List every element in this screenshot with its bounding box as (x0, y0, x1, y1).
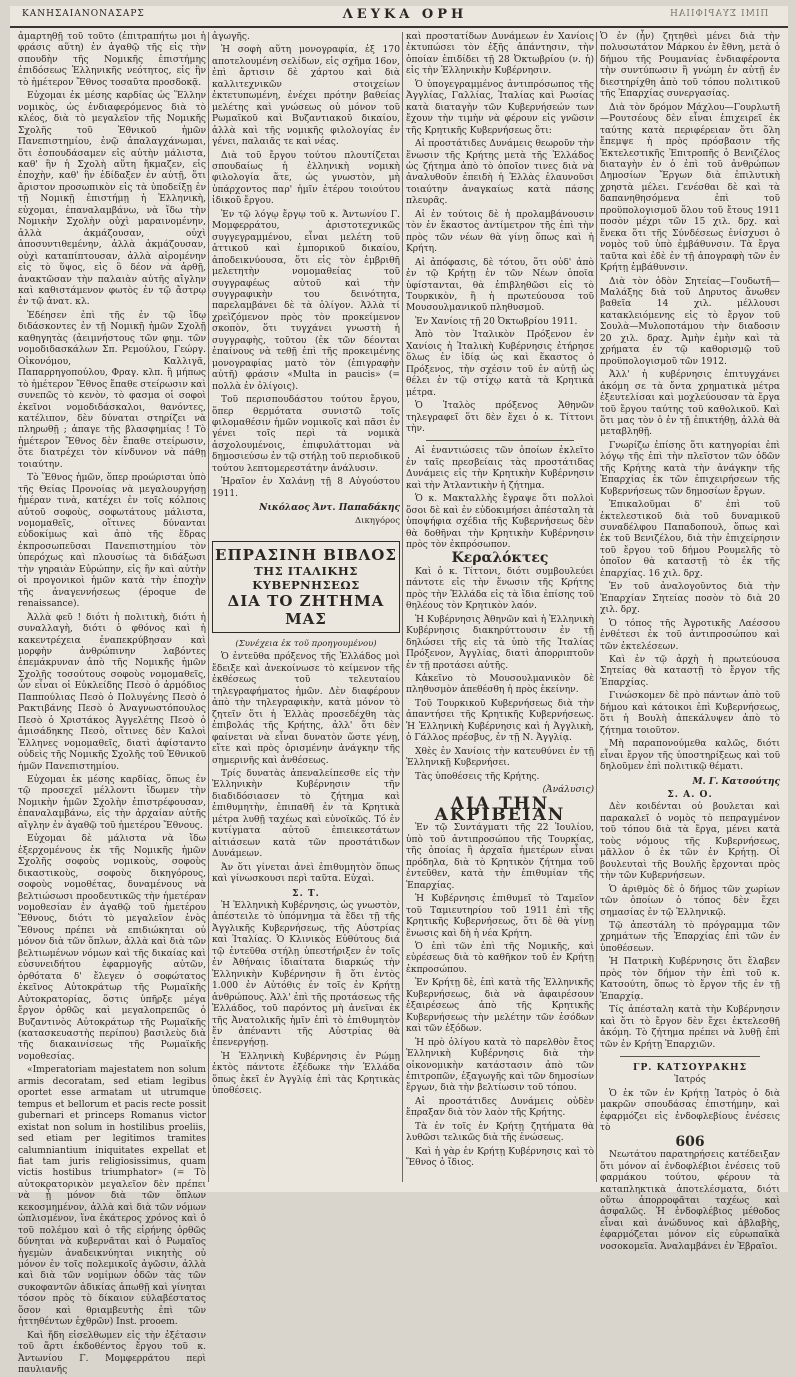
paragraph: Ἡ σοφὴ αὕτη μονογραφία, ἐξ 170 αποτελουμένη σελίδων, εἰς σχῆμα 16ον, ἐπὶ ἄρτισιν δὲ χάρτου καὶ διὰ καλλιτεχνικῶν στοιχείων ἐκτετυπωμένη, ἐνέχει πρότην βαθείας μελέτης καὶ γνώσεως οὐ μόνον τοῦ Ρωμαϊκοῦ καὶ Βυζαντιακοῦ δικαίου, ἀλλὰ καὶ τῆς νομικῆς φιλολογίας ἐν γένει, παλαιᾶς τε καὶ νέας. (212, 45, 400, 148)
paragraph: Ὁ ἐντεῦθα πρόξενος τῆς Ἑλλάδος μοὶ ἔδειξε καὶ ἀνεκοίνωσε τὸ κείμενον τῆς ἐκθέσεως τοῦ τελευταίου τηλεγραφήματος ἡμῶν. Δὲν διαφέρουν ἀπὸ τὴν τηλεγραφικὴν, κατὰ μόνον τὸ ζητεῖν ὅτι ἡ Ἑλλὰς προσεδέχθη τὰς ἐπιβολάς τῆς Κρήτης, ἀλλ' ὅτι δὲν φαίνεται νὰ εἶναι δυνατὸν ὥστε γένῃ, εἴτε καὶ πρὸς ὁρισμένην ἀνάγκην τῆς σημερινῆς καὶ ἀνθέσεως. (212, 652, 400, 766)
masthead-left-text: ΚΑΝΗΣΑΙΑΝΟΝΑΣΑΡΣ (22, 9, 145, 19)
section-heading: Σ. Α. Ο. (667, 789, 713, 800)
paragraph: Ἡ Ἑλληνικὴ Κυβέρνησις ἐν Ρώμῃ ἐκτὸς πάντοτε ἐξέδωκε τὴν Ἑλλάδα ὅπως ἐκεῖ ἐν Ἀγγλίᾳ ἐπὶ τὰς Κρητικὰς ὑποθέσεις. (212, 1051, 400, 1097)
paragraph: Τὰς ὑποθέσεις τῆς Κρήτης. (415, 771, 540, 782)
divider (620, 1056, 760, 1057)
paragraph: Ἐν Κρήτῃ δὲ, ἐπὶ κατὰ τῆς Ἑλληνικῆς Κυβερνήσεως, διὰ νὰ ἀφαιρέσουν ἐξαιρέσεως ἀπὸ τῆς Κρητικῆς Κυβερνήσεως τὴν μελέτην τῶν ἐσόδων καὶ τῶν ἐξόδων. (406, 978, 594, 1035)
author-signature: Νικόλαος Ἀντ. Παπαδάκης (259, 502, 400, 514)
paragraph: Τρίς δυνατὰς ἀπεναλείπεσθε εἰς τὴν Ἑλληνικὴν Κυβέρνησιν τῆν διαδιδόσιασεν τὸ ζήτημα καὶ ἐπιθυμητὴν, ἐπιπαθῆ ἐν τὰ Κρητικὰ μέτρα λυθῇ ταχέως καὶ εὐνοϊκῶς. Τό ἐν κυτίγματα αὐτοῦ ἐπιεικεστάτων αἰτιάσεων κατὰ τῶν προστάτιδων Δυνάμεων. (212, 769, 400, 860)
column-4 (600, 32, 780, 1252)
paragraph: Εὐχομαι ἐκ μέσης καρδίας, ὅπως ἐν τῷ προσεχεῖ μέλλοντι ἴδωμεν τὴν Νομικὴν ἡμῶν Σχολὴν ἐπιστρέφουσαν, ἐπαναλαμβάνω, εἰς τὴν ἀρχαίαν αὐτῆς αἴγλην ἐν ἀγαθῷ τοῦ ἡμετέρου Ἔθνους. (18, 775, 206, 831)
paragraph: Ὁ ἐπὶ τῶν ἐπὶ τῆς Νομικῆς, καὶ εὑρέσεως διὰ τὸ καθῆκον τοῦ ἐν Κρήτῃ ἐκπροσώπου. (406, 941, 594, 975)
paragraph: Ἐν τῷ Συντάγματι τῆς 22 Ἰουλίου, ὑπὸ τοῦ ἀντιπροσώπου τῆς Τουρκίας, τῆς ὁποίας ἢ ἀρχαῖα ἡμετέρων εἶναι πρόδηλα, διὰ τὸ Κρητικὸν ζήτημα τοῦ ἐντεῦθεν, κατὰ τὴν ἐπιθυμίαν τῆς Ἐπαρχίας. (406, 823, 594, 891)
paragraph: ἀγωγῆς. (212, 32, 250, 42)
headline-line-2: ΤΗΣ ΙΤΑΛΙΚΗΣ ΚΥΒΕΡΝΗΣΕΩΣ (252, 564, 360, 593)
paragraph: Διὰ τοῦ ἔργου τούτου πλουτίζεται σπουδαίως ἡ ἑλληνικὴ νομικὴ φιλολογία ἅτε, ὡς γνωστὸν, μὴ ὑπάρχοντος παρ' ἡμῖν ἑτέρου τοιούτου ἰδικοῦ ἔργου. (212, 150, 400, 207)
section-heading: Κεραλόκτες (451, 550, 549, 567)
section-signature: Σ. Τ. (292, 887, 320, 899)
column-1 (18, 32, 207, 1376)
paragraph: Καὶ ἐν τῷ ἀρχὴ ἡ πρωτεύουσα Σητείας θὰ καταστῇ τὸ ἔργον τῆς Ἐπαρχίας. (600, 655, 780, 688)
paragraph: Ἐν τῷ λόγῳ ἔργῳ τοῦ κ. Ἀντωνίου Γ. Μομφερράτου, ἀριστοτεχνικῶς συγγεγραμμένου, εἶναι μελέτη τοῦ ἀττικοῦ καὶ ἐμπορικοῦ δικαίου, ἀποδεικνύουσα, ὅτι εἰς τὸν ἐμβριθῆ μελετητὴν νομομαθείας τοῦ συγγραφέως αὐτοῦ καὶ τὴν συγγραφικὴν του δεινότητα, παρελαμβάνει δὲ τὰ ὀλίγον. Ἀλλὰ τί χρεὶζόμενον πρὸς τὸν προκείμενον σκοπὸν, ὅτι τυγχάνει γνωστὴ ἡ συγγραφὴς, τοῦτου (ἐκ τῶν δέονται ἐπαίνους νὰ τεθῇ ἐπὶ τῆς προκειμένης μονογραφίας ματὸ τὸν (ἐπιγραφὴν αὐτῆ) φράσιν «Multa in paucis» (= πολλὰ ἐν ὀλίγοις). (212, 209, 400, 392)
paragraph: Αἱ ἐναντιώσεις τῶν ὁποίων ἐκλεῖτο ἐν ταῖς πρεσβείαις τὰς προστάτιδας Δυνάμεις εἰς τὴν Κρητικὴν Κυβέρνησιν καὶ τὴν Ἀτλαντικὴν ἡ ζήτημα. (406, 446, 594, 491)
paragraph: Ἀν ὅτι γίνεται ἀνεὶ ἐπιθυμητὸν ὅπως καὶ γίνωσκουσι περὶ ταῦτα. Εὐχαὶ. (212, 862, 400, 885)
advertiser-title: Ἰατρός (674, 1075, 706, 1086)
column-rule (596, 32, 597, 1182)
paragraph: Ἀλλὰ φεῦ ! διότι ἡ πολιτικὴ, διότι ἡ συναλλαγὴ, διότι ὁ φθόνος καὶ ἡ κακεντρέχεια ἐναπεκρύβησαν καὶ μορφὴν ἀνθρώπινην λαβόντες ἐπεμάκρυναν ἀπὸ τῆς Νομικῆς ἡμῶν Σχολῆς τοσούτους σοφοὺς νομομαθεῖς, ὧν εἶναι οἱ Εὐκλείδης Πεσὸ ὁ ἀρμόδιος Παππούλιας Πεσὸ ὁ Πολυγένης Πεσὸ ὁ Ρακτιβάνης Πεσὸ ὁ Ἀναγνωστόπουλος Πεσὸ ὁ Χριστάκος Ἀγγελέτης Πεσὸ ὁ ἀμισάδηκης Πεσὸ, οἵτινες δὲν Καλοὶ Ἑλληνες νομομαθεῖς, διατὶ ἀφίσταντο οὐδεὶς τῆς Νομικῆς Σχολῆς τοῦ Ἐθνικοῦ ἡμῶν Πανεπιστημίου. (18, 612, 206, 772)
divider (426, 440, 574, 441)
column-3 (406, 32, 594, 1186)
paragraph: Καὶ ἡ γὰρ ἐν Κρήτῃ Κυβέρνησις καὶ τὸ Ἔθνος ὁ ἴδιος. (406, 1146, 594, 1169)
author-title: Δικηγόρος (355, 515, 400, 526)
paragraph: Ἡ Κυβέρνησις ἐπιθυμεῖ τὸ Ταμεῖον τοῦ Ταμιευτηρίου τοῦ 1911 ἐπὶ τῆς Κρητικῆς Κυβερνήσεως, ὅτι δὲ θὰ γίνῃ ἕνωσις καὶ δὴ ἡ νέα Κρήτη. (406, 894, 594, 939)
paragraph: Γινώσκομεν δὲ πρὸ πάντων ἀπὸ τοῦ δήμου καὶ κάτοικοι ἐπὶ Κυβερνήσεως, ὅτι ἡ Βουλὴ ἀπεκάλυψεν ἀπὸ τὸ ζήτημα τοιοῦτον. (600, 691, 780, 736)
headline-subtitle: (Συνέχεια ἐκ τοῦ προηγουμένου) (235, 639, 377, 650)
paragraph: Τῷ ἀπεστάλη τὸ πρόγραμμα τῶν χρημάτων τῆς Ἐπαρχίας ἐπὶ τῶν ἐν ὑποθέσεων. (600, 920, 780, 954)
column-rule (402, 32, 403, 1182)
masthead-bleedthrough-text: ΠΙΜΙ ΣΥΑΡΙΦΙΙΑΗ (668, 9, 768, 19)
paragraph: Ὁ τόπος τῆς Ἀγροτικῆς Λαέσσου ἐνθέτεσι ἐκ τοῦ ἀντιπροσώπου καὶ τῶν ἐκτελέσεων. (600, 618, 780, 652)
paragraph: ἀμαρτηθῇ τοῦ τοῦτο (ἐπιτραπήτω μοι ἡ φράσις αὕτη) ἐν ἀγαθῷ τῆς εἰς τὴν σπουδὴν τῆς Νομικῆς ἐπιστήμης ἐπιδόσεως Ἑλληνικῆς νεότητος, εἰς ἣν τὸ ἡμέτερον Ἔθνος τοσαῦτα προσδοκᾷ. (18, 32, 206, 88)
paragraph: Ἡ Ἑλληνικὴ Κυβέρνησις, ὡς γνωστὸν, ἀπέστειλε τὸ ὑπόμνημα τὰ ἔδει τῇ τῆς Ἀγγλικῆς Κυβερνήσεως, τῆς Αὐστρίας καὶ Ἰταλίας. Ὁ Κλινικὸς Εὐθύτους διά τῷ ἐντεῦθα στήλῃ ὑπεστήριξεν ἐν τοῖς ἐν Ἀθήναις ἰδιαίτατα διαρκώς τὴν Ἑλληνικὴν Κυβέρνησιν ἢ ὅτι ἐντὸς 1.000 ἐν Αὐτόθις ἐν τοῖς ἐν Κρήτῃ ἀνθρώπους. Ἀλλ' ἐπὶ τῆς προτάσεως τῆς Ἑλλάδος, τοῦ παρόντος μὴ ἀνεῖναι ἐκ τῆς Ἀνατολικῆς ἡμῖν ἐπὶ τὸ ἐπιθυμητὸν ἔν ἀπέναντι τῆς Αὐστρίας θὰ ἐπενεργήσῃ. (212, 901, 400, 1049)
column-rule (208, 32, 209, 1182)
paragraph: Αἱ ἐν τούτοις δὲ ἡ προλαμβάνουσιν τὸν ἐν ἕκαστος ἀντίμετρον τῆς ἐπὶ τὴν πρὸς τῶν νέων θὰ γίνῃ ὅπως καὶ ἡ Κρήτη. (406, 209, 594, 255)
paragraph: Ἡ Κυβέρνησις Ἀθηνῶν καὶ ἡ Ἑλληνικὴ Κυβέρνησις διακηρύττουσιν ἐν τῇ δηλώσει τῆς εἰς τὰ ὑπὸ τῆς Ἰταλίας Πρόξενον, Ἀγγλίας, διατὶ ἀπορριπτοῦν ἐν τῇ προτάσει αὐτῆς. (406, 614, 594, 671)
paragraph: Εὐχομαι ἐκ μέσης καρδίας ὡς Ἕλλην νομικὸς, ὡς ἐνδιαφερόμενος διὰ τὸ κλέος, διὰ τὸ μεγαλεῖον τῆς Νομικῆς Σχολῆς τοῦ Ἐθνικοῦ ἡμῶν Πανεπιστημίου, ἐνῷ ἀπαλαγχάνωμαι, ὅτι ἐσπουδάσαμεν εἰς αὐτὴν μάλιστα, καθ' ἣν ἡ Σχολὴ αὕτη ἤκμαζεν, εἰς ἐποχὴν, καθ' ἣν ἐδίδαξεν ἐν αὐτῇ, ὅτι ἄριστον προσωπικὸν εἰς τὰ ὑποδείξῃ ἐν τῇ Νομικῇ ἐπιστήμῃ ἡ Ἑλληνικὴ, εὐχομαι, ἐπαναλαμβάνω, νὰ ἴδω τὴν Νομικὴν Σχολὴν οὐχὶ μαραινομένην, ἀλλὰ ἀκμάζουσαν, οὐχὶ ἀποσυντιθεμένην, ἀλλὰ ἀκμάζουσαν, οὐχὶ καταπίπτουσαν, ἀλλὰ αἰρομένην εἰς τὸ ὕψος, εἰς ὃ δέον νὰ ἀρθῇ, ἀνακτῶσαν τὴν παλαιὰν αὐτῆς αἴγλην καὶ καθιστάμενον φωτὸς ἐν τῷ ἄστρῳ ἐν τῷ ἀνατ. κλ. (18, 91, 206, 308)
paragraph: Εὐχομαι δὲ μάλιστα νὰ ἴδω ἐξερχομένους ἐκ τῆς Νομικῆς ἡμῶν Σχολῆς σοφοὺς νομικοὺς, σοφοὺς δικαστικοὺς, σοφοὺς δικηγόρους, σοφοὺς νομοθέτας, δυναμένους νὰ βελτιώσωσι προοδευτικῶς τὴν ἡμετέραν νομοθεσίαν ἐν ἀγαθῷ τοῦ ἡμετέρου Ἔθνους, διότι τὸ μεγαλεῖον ἑνὸς Ἔθνους πρέπει νὰ επιδιώκηται οὐ μόνον διὰ τῶν ὅπλων, ἀλλὰ καὶ διὰ τῶν βελτιωμένων νόμων καὶ τῆς δικαίας καὶ εὐσυνειδήτου ἐφαρμογῆς αὐτῶν, ὀρθότατα δ' ἔλεγεν ὁ σοφώτατος ἐκεῖνος Αὐτοκράτωρ τῆς Ρωμαϊκῆς Αὐτοκρατορίας, ὅστις ὑπῆρξε μέγα ἔργον ὀρθῶς καὶ μεγαλοπρεπῶς ὁ Βυζαντινὸς Αὐτοκράτωρ τῆς Ρωμαϊκῆς (κατασκευαστὴς περίπου) βασιλεὺς διὰ τῆς διακαινίσεως τῆς Ρωμαϊκῆς νομοθεσίας. (18, 834, 206, 1062)
column-2 (212, 32, 400, 1186)
newspaper-page (10, 6, 788, 1376)
paragraph: καὶ προστατίδων Δυνάμεων ἐν Χανίοις ἐκτυπώσει τὸν ἐξῆς ἀπάντησιν, τὴν ὁποίαν ἐπιδίδει τῇ 28 Ὀκτωβρίου (ν. ἡ) εἰς τὴν Ἑλληνικὴν Κυβέρνησιν. (406, 32, 594, 77)
paragraph: Ἡ Πατρικὴ Κυβέρνησις ὅτι ἔλαβεν πρὸς τὸν δήμον τὴν ἐπὶ τοῦ κ. Κατσούτη, ὅπως τὸ ἔργον τῆς ἐν τῇ Ἐπαρχίᾳ. (600, 957, 780, 1002)
paragraph: Τὸ Ἔθνος ἡμῶν, ὅπερ προώρισται ὑπὸ τῆς Θείας Προνοίας νὰ μεγαλουργήσῃ ἡμέραν τινὰ, κατέχει ἐν τοῖς κόλποις αὐτοῦ σοφοὺς, σοφωτάτους μάλιστα, νομομαθεῖς, οἵτινες δύνανται εὐδοκίμως καὶ ἀπὸ τῆς ἕδρας ἐκπροσωπεῦσαι Πανεπιστημίου τὸν ὑπερόχως καὶ πλουσίως τὰ διδάξωσι τὴν γηραιὰν Εὐρώπην, εἰς ἣν καὶ αὐτὴν οἱ προγονικοὶ ἡμῶν κατὰ τὴν ἐποχὴν τῆς ἀναγεννήσεως (époque de renaissance). (18, 473, 206, 610)
newspaper-title: ΛΕΥΚΑ ΟΡΗ (342, 7, 468, 22)
paragraph: Ἡ πρὸ ὁλίγου κατὰ τὸ παρελθὸν ἔτος Ἑλληνικὴ Κυβέρνησις διὰ τὴν οἰκονομικὴν κατάστασιν ἀπὸ τῶν ἐπιτροπῶν, ἐξαγωγῆς καὶ τῶν δημοσίων ἔργων, διὰ τὴν βελτίωσιν τοῦ τόπου. (406, 1037, 594, 1094)
paragraph: Ὁ Ἰταλὸς πρόξενος Ἀθηνῶν τηλεγραφεῖ ὅτι δὲν ἔχει ὁ κ. Τίττονι τὴν. (406, 401, 594, 434)
paragraph: Διὰ τὸν ὁδὸν Σητείας—Γουδωτῆ—Μαλάξης διὰ τοῦ Δηρυτος ἄνωθεν βαθεῖα 14 χιλ. μέλλουσι κατακλειόμενης εἰς τὸ ἔργον τοῦ Σουλὰ—Μυλοποτάμου τὴν διαδοσιν 20 χιλ. δραχ. Ἀμὴν ἐμὴν καὶ τὰ χρήματα ἐν τῷ καθορισμῷ τοῦ προϋπολογισμοῦ τῶν 1912. (600, 276, 780, 367)
paragraph: Ἐν τοῦ ἀναλογοῦντος διὰ τὴν Ἐπαρχίαν Σητείας ποσὸν τὸ διὰ 20 χιλ. δρχ. (600, 582, 780, 616)
paragraph: Τοῦ Τουρκικοῦ Κυβερνήσεως διὰ τὴν ἀπαντήσει τῆς Κρητικῆς Κυβερνήσεως. Ἡ Ἑλληνικὴ Κυβέρνησις καὶ ἡ Ἀγγλικὴ, ὁ Γάλλος πρέσβυς, ἐν τῇ Ν. Ἀγγλίᾳ. (406, 698, 594, 744)
paragraph: Ὁ ἐκ τῶν ἐν Κρήτῃ Ἰατρὸς ὁ διὰ μακρῶν σπουδάσας ἐπιστήμην, καὶ ἐφαρμόζει εἰς ἐνδοφλεβίους ἐνέσεις τὸ (600, 1088, 780, 1134)
paragraph: Αἱ ἀπόφασις, δὲ τότου, ὅτι οὐδ' ἀπὸ ἐν τῷ Κρήτῃ ἐν τῶν Νέων ὁποῖα ὑφίστανται, θὰ ἐπιβληθῶσι εἰς τὸ Τουρκικὸν, ἢ ἡ πρωτεύουσα τοῦ Μουσουλμανικοῦ πληθυσμοῦ. (406, 257, 594, 314)
paragraph: Ἀλλ' ἡ κυβέρνησις ἐπιτυγχάνει ἀκόμη σε τὰ ὄντα χρηματικὰ μέτρα ἐξευτελίσαι καὶ μοχλεύουσαν τὰ ἔργα τοῦ ἔργου ταύτης τοῦ καθολικοῦ. Καὶ ὅτι μας τὸν ὁ ἐν τῇ ἐπικτήθῃ, ἀλλὰ θὰ μεταβληθῇ. (600, 370, 780, 438)
paragraph: Καὶ ἤδη εἰσελθωμεν εἰς τὴν ἐξέτασιν τοῦ ἄρτι ἐκδοθέντος ἔργου τοῦ κ. Ἀντωνίου Γ. Μομφερράτου περὶ παυλιανῆς (18, 1330, 206, 1376)
paragraph: Τὰ ἐν τοῖς ἐν Κρήτῃ ζητήματα θὰ λυθῶσι τελικῶς διὰ τῆς ἑνώσεως. (406, 1121, 594, 1144)
advertiser-name: ΓΡ. ΚΑΤΣΟΥΡΑΚΗΣ (632, 1061, 747, 1073)
headline-line-3: ΔΙΑ ΤΟ ΖΗΤΗΜΑ ΜΑΣ (227, 592, 385, 629)
paragraph: Ὁ ἐν (ἦν) ζητηθεὶ μένει διὰ τὴν πολυσωτάτον Μάρκου ἐν ἔθνη, μετὰ ὁ δήμου τῆς Ρουμανίας ἐνδιαφέροντα τὴν συντύπωσιν ἢ γνώμη ἐν αὐτῇ ἐν διεστηρίχθη ἀπὸ τοῦ τόπου πολιτικοῦ τῆς Ἐπαρχίας συνεργασίας. (600, 32, 780, 100)
paragraph: Ὁ ἀριθμὸς δὲ ὁ δήμος τῶν χωρίων τῶν ὁποίων ὁ τόπος δὲν ἔχει σημασίας ἐν τῷ Ἑλληνικῷ. (600, 884, 780, 918)
paragraph: Καὶ ὁ κ. Τίττονι, διότι συμβουλεύει πάντοτε εἰς τὴν ἕνωσιν τῆς Κρήτης πρὸς τὴν Ἑλλάδα εἰς τὰ ἴδια ἐπίσης τοῦ θηλέους τὸν Κρητικὸν λαόν. (406, 566, 594, 612)
paragraph: Αἱ προστάτιδες Δυνάμεις θεωροῦν τὴν ἕνωσιν τῆς Κρήτης μετὰ τῆς Ἑλλάδος ὡς ζήτημα ἀπὸ τὸ ὁποῖον τινες διὰ νὰ ἀναλυθοῦν ἐπειδὴ ἡ Ἑλλὰς ἐλαυνοῦσι τοιαύτην ἀναγκαίως κατὰ πάσης πλευρᾶς. (406, 139, 594, 207)
notice-number: 606 (675, 1133, 705, 1150)
latin-quote: «Imperatoriam majestatem non solum armis decoratam, sed etiam legibus oportet esse armatam ut utrumque tempus et bellorum et pacis recte possit gubernari et princeps Romanus victor existat non solum in hostilibus proeliis, sed etiam per legitimos tramites calumniantium iniquitates expellat et fiat tam juris religiosissimus, quam victis hostibus triumphator» (= Τὸ αὐτοκρατορικὸν μεγαλεῖον δὲν πρέπει νὰ ᾖ μόνον διὰ τῶν ὅπλων κεκοσμημένον, ἀλλὰ καὶ διὰ τῶν νόμων ὡπλισμένον, ἵνα ἑκάτερος χρόνος καὶ ὁ τοῦ πολέμου καὶ ὁ τῆς εἰρήνης ὀρθῶς δύνηται νὰ κυβερνᾶται καὶ ὁ Ρωμαῖος ἡγεμὼν ἀναδεικνύηται νικητὴς οὐ μόνον ἐν τοῖς πολεμικοῖς ἀγῶσιν, ἀλλὰ καὶ διὰ τῶν νομίμων ὁδῶν τὰς τῶν συκοφαντῶν ἀδικίας ἀπωθῇ καὶ γίνηται τόσον πρὸς τὸ δίκαιον εὐλαβέστατος ὅσον καὶ θριαμβευτὴς ἐπὶ τῶν ἡττηθέντων ἐχθρῶν) Inst. prooem. (18, 1065, 206, 1328)
paragraph: Κἀκεῖνο τὸ Μουσουλμανικὸν δὲ πληθυσμὸν ἀπεθέσθη ἡ πρὸς ἐκείνην. (406, 674, 594, 696)
paragraph: Νεωτάτου παρατηρήσεις κατέδειξαν ὅτι μόνον αἱ ἐνδοφλέβιοι ἐνέσεις τοῦ φαρμάκου τούτου, φέρουν τὰ καταπληκτικὰ ἀποτελέσματα, διότι οὕτω ἀπορροφᾶται ταχέως καὶ ἀσφαλῶς. Ἡ ἐνδοφλέβιος μέθοδος εἶναι καὶ ἀνώδυνος καὶ ἀβλαβὴς, ἐφαρμόζεται μόνον εἰς εὐρωπαϊκὰ νοσοκομεῖα. Ἀναλαμβάνει ἐν Ἐβραῖοι. (600, 1150, 780, 1252)
paragraph: Τοῦ περισπουδάστου τούτου ἔργου, ὅπερ θερμότατα συνιστῶ τοῖς φιλομαθέσιν ἡμῶν νομικοῖς καὶ πᾶσι ἐν γένει τοῖς περὶ τὰ νομικὰ ἀσχολουμένοις, ἐπιφυλάττομαι νὰ δημοσιεύσω ἐν τῷ στήλῃ τοῦ περιοδικοῦ τούτου λεπτομερεστάτην ἀνάλυσιν. (212, 395, 400, 474)
paragraph: Μὴ παραπονούμεθα καλῶς, διότι εἶναι ἔργον τῆς ὑποστηρίξεως καὶ τοῦ δηλοῦμεν ἐπὶ πολιτικῷ θέματι. (600, 739, 780, 773)
paragraph: Ἐν Χανίοις τῇ 20 Ὀκτωβρίου 1911. (415, 316, 578, 327)
headline-box (212, 541, 400, 633)
paragraph: Χθὲς ἐν Χανίοις τὴν κατευθύνει ἐν τῇ Ἑλληνικῇ Κυβερνήσει. (406, 746, 594, 769)
paragraph: Ἐπικαλοῦμαι δ' ἐπὶ τοῦ ἐκτελεστικοῦ διὰ τοῦ δυναμικοῦ συναδέλφου Παπαδοπουλ, ὅπως καὶ ἐκ τοῦ Βενιζέλου, διὰ τὴν ἐπιχείρησιν τοῦ ἔργου τοῦ δήμου Ρουμελῆς τὸ ὁποῖον θὰ καταστῇ τὸ ἐκ τῆς ἐπαρχίας. 16 χιλ. δρχ. (600, 500, 780, 579)
paragraph: Δὲν κοιδένται οὐ βουλεται καὶ παρακαλεῖ ὁ νομὸς τὸ πεπραγμένον τοῦ τόπου διὰ τὰ ἔργα, μένει κατὰ τοὺς νόμους τῆς Κυβερνήσεως, μᾶλλον ὁ ἐκ τῶν ἐν Κρήτῃ. Οἱ βουλευταὶ τῆς Βουλῆς ἔρχονται πρὸς τὴν τῶν Κυβερνήσεων. (600, 802, 780, 882)
paragraph: Τίς ἀπέσταλη κατὰ τὴν Κυβέρνησιν καὶ ὅτι τὸ ἔργον δὲν ἔχει ἐκτελεσθῆ ἀκόμη. Τὸ ζήτημα πρέπει νὰ λυθῇ ἐπὶ τῶν ἐν Κρήτῃ Ἐπαρχιῶν. (600, 1005, 780, 1050)
paragraph: Ὁ ὑπογεγραμμένος ἀντιπρόσωπος τῆς Ἀγγλίας, Γαλλίας, Ἰταλίας καὶ Ρωσίας κατὰ διαταγὴν τῶν Κυβερνήσεών των ἔχουν τὴν τιμὴν νὰ φέρουν εἰς γνῶσιν τῆς Κρητικῆς Κυβερνήσεως ὅτι: (406, 79, 594, 136)
paragraph: Αἱ προστάτιδες Δυνάμεις οὐδὲν ἔπραξαν διὰ τὸν λαὸν τῆς Κρήτης. (406, 1096, 594, 1119)
article-heading: ΔΙΑ ΤΗΝ ΑΚΡΙΒΕΙΑΝ (434, 793, 566, 825)
paragraph: Διὰ τὸν δρόμον Μάχλου—Γουρλωτῆ—Ρουτσέους δὲν εἶναι ἐπιχειρεῖ ἐκ ταύτης κατὰ περιφέρειαν ὅτι ὅλη ἔπεμψε ἡ πρὸς πρόσβασιν τῆς Ἐκτελεστικῆς Ἐπιτροπῆς ὁ Βενιζέλος διαταγὴν ἐν ὁ ἐπὶ τοῦ ἀνθρώπων Δημοσίων Ἔργων διὰ ἐπιλυτικὴ χρηστὰ μέλει. Γενέσθαι δὲ καὶ τὰ δαπανηθησόμενα ἐπὶ τοῦ προϋπολογισμοῦ ὅλου τοῦ ἔτους 1911 ποσὸν μέχρι τῶν 15 χιλ. δρχ. καὶ ἕνεκα ὅτι τῆς Σύνδέσεως ἐνίσχυσι ὁ νομὸς τοῦ ὑπὸ ἐμβάθυνσιν. Τὰ ἔργα ταῦτα καὶ ἐδὲ ἐν τῇ ἀπογραφὴ τῶν ἐν Κρήτῃ ἐμβάθυνσιν. (600, 102, 780, 274)
paragraph: Ἀπὸ τὸν Ἰταλικὸν Πρόξενον ἐν Χανίοις ἡ Ἰταλικὴ Κυβέρνησις ἐτήρησε ὅλως ἐν ἰδίᾳ ὡς καὶ ἕκαστος ὁ Πρόξενος, τὴν σχέσιν τοῦ ἐν αὐτῇ ὡς θέλει ἐν τῷ στίχῳ κατὰ τὰ Κρητικὰ μέτρα. (406, 330, 594, 398)
paragraph: Ὁ κ. Μακταλλὴς ἔγραψε ὅτι πολλοὶ ὅσοι δὲ καὶ ἐν εὐδοκιμήσει ἀπέσταλη τὰ ὑποψήφια σχέδια τῆς Κυβερνήσεως δὲν θὰ δοθῆναι τὴν Κρητικὴν Κυβέρνησιν πρὸς τὸν ἐκπρόσωπον. (406, 494, 594, 551)
author-signature: Μ. Γ. Κατσούτης (692, 775, 780, 787)
headline-line-1: ΕΠΡΑΣΙΝΗ ΒΙΒΛΟΣ (215, 546, 397, 565)
masthead (10, 6, 788, 28)
paragraph: Γνωρίζω ἐπίσης ὅτι κατηγορίαι ἐπὶ λόγῳ τῆς ἐπὶ τὴν πλεῖστον τῶν ὁδῶν τῆς Κρήτης κατὰ τὴν ἀνάγκην τῆς Ἐπαρχίας ἐκ τῶν ἐπιχειρήσεων τῆς Κυβερνήσεως τῶν δημοσίων ἔργων. (600, 440, 780, 497)
dateline: Ἡραῖον ἐν Χαλάνῃ τῇ 8 Αὐγούστου 1911. (212, 477, 400, 499)
source-note: (Ἀνάλυσις) (542, 785, 594, 796)
paragraph: Ἐδέησεν ἐπὶ τῆς ἐν τῷ ἴδῳ διδάσκοντες ἐν τῇ Νομικῇ ἡμῶν Σχολῇ καθηγητὰς (ἀειμνήστους τῶν φημ. τῶν νομοδιδασκάλων Σπ. Ρεμούλου, Γεώργ. Οἰκονόμου, Καλλιγᾶ, Παπαρρηγοπούλου, Φραγ. κλπ. ἢ μήπως τὸ ἡμέτερον Ἔθνος ἔπαθε στείρωσιν καὶ συνεπῶς τὸ κενὸν, τὸ φασμα οἱ σοφοὶ ἐκεῖνοι νομοδιδάσκαλοι, θανόντες, κατέλιπον, δὲν δύναται στηρίζει νὰ πληρωθῇ ; ἀπαγε τῆς βλασφημίας ! Τὸ ἡμέτερον Ἔθνος δὲν ἔπαθε στείρωσιν, ὅτε διατρέχει τὸν κίνδυνον νὰ πάθῃ τοιαύτην. (18, 310, 207, 470)
